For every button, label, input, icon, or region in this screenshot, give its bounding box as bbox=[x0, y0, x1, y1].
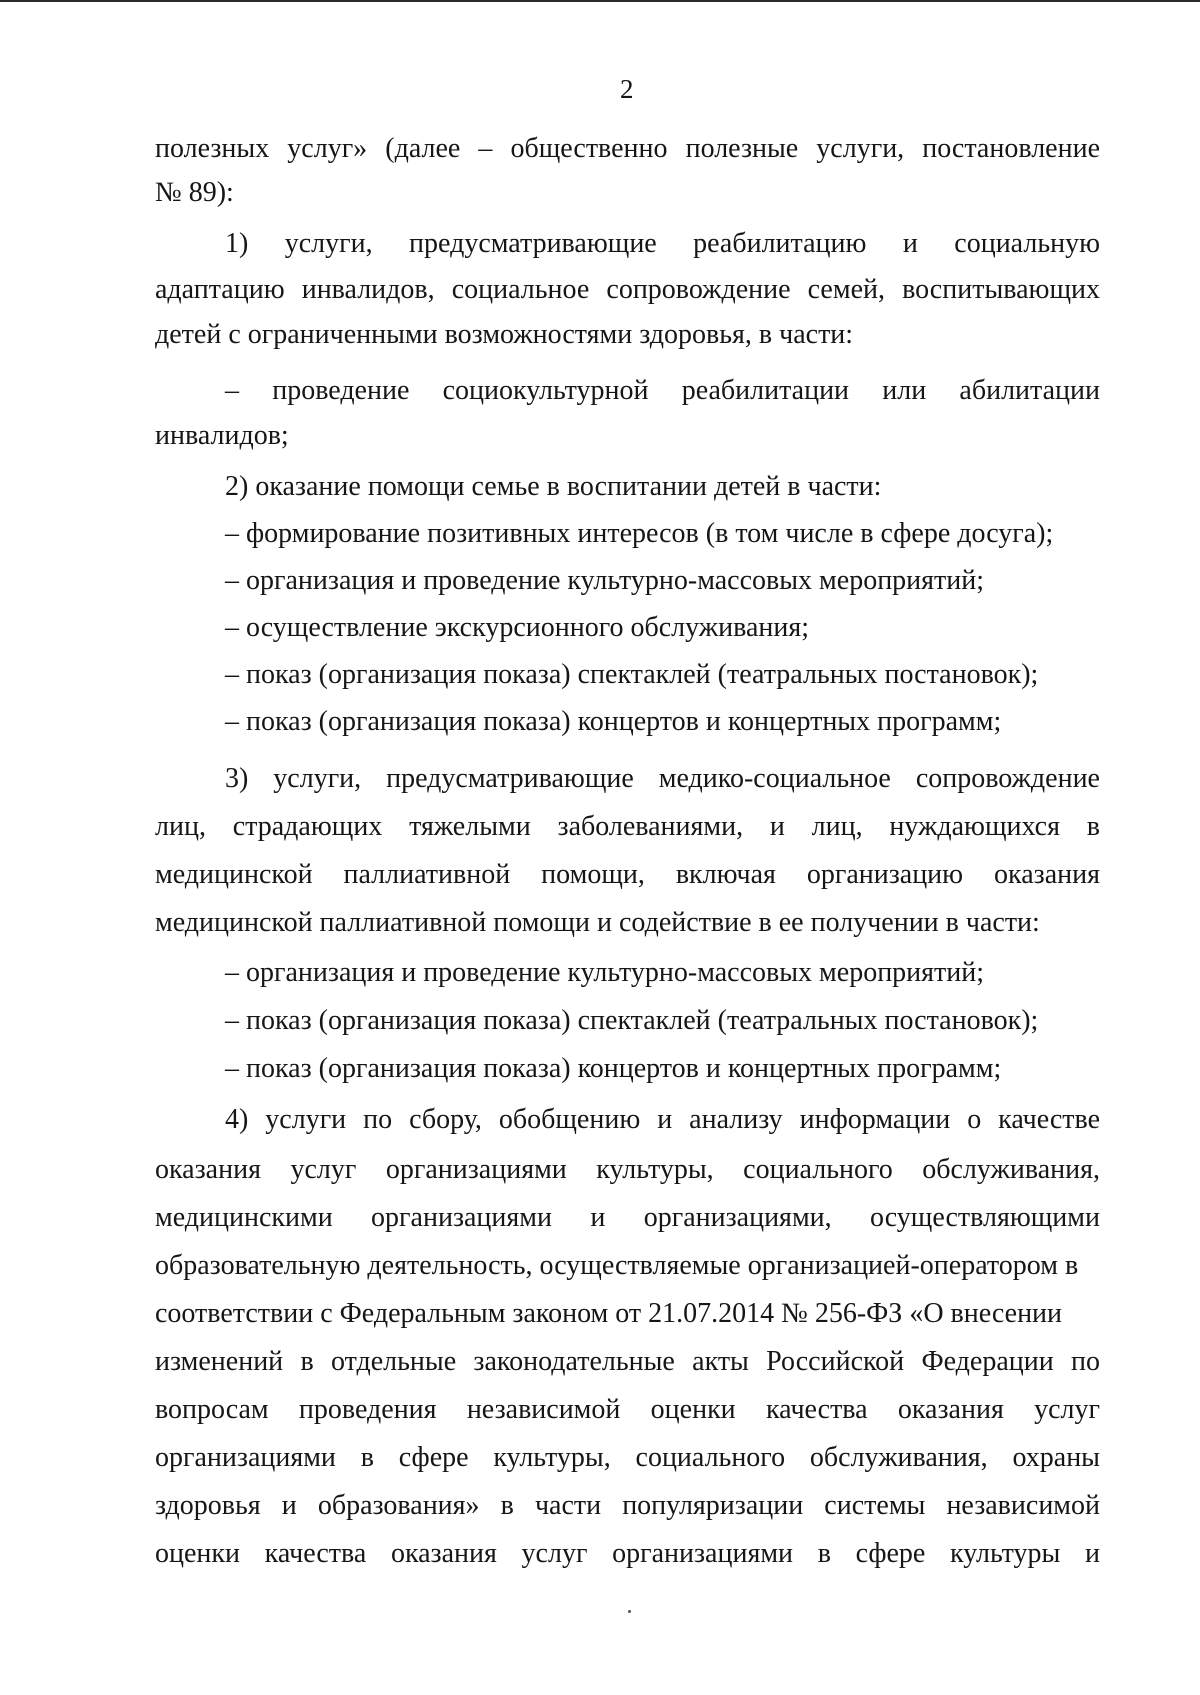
text-line: соответствии с Федеральным законом от 21.07.2014 № 256-ФЗ «О внесении bbox=[155, 1298, 1063, 1329]
text-line: здоровья и образования» в части популяризации системы независимой bbox=[155, 1490, 1100, 1521]
text-line: – показ (организация показа) концертов и концертных программ; bbox=[225, 706, 1002, 737]
text-line: 1) услуги, предусматривающие реабилитацию и социальную bbox=[225, 228, 1100, 259]
text-line: – проведение социокультурной реабилитации или абилитации bbox=[225, 375, 1100, 406]
text-line: – показ (организация показа) спектаклей (театральных постановок); bbox=[225, 659, 1039, 690]
text-line: – показ (организация показа) концертов и концертных программ; bbox=[225, 1053, 1002, 1084]
text-line: медицинскими организациями и организациями, осуществляющими bbox=[155, 1202, 1100, 1233]
text-line: 2) оказание помощи семье в воспитании детей в части: bbox=[225, 471, 882, 502]
text-line: оказания услуг организациями культуры, социального обслуживания, bbox=[155, 1154, 1100, 1185]
scan-speck bbox=[628, 1610, 631, 1613]
text-line: – показ (организация показа) спектаклей (театральных постановок); bbox=[225, 1005, 1039, 1036]
text-line: медицинской паллиативной помощи и содействие в ее получении в части: bbox=[155, 907, 1040, 938]
text-line: инвалидов; bbox=[155, 420, 289, 451]
text-line: адаптацию инвалидов, социальное сопровождение семей, воспитывающих bbox=[155, 274, 1100, 305]
text-line: лиц, страдающих тяжелыми заболеваниями, и лиц, нуждающихся в bbox=[155, 811, 1100, 842]
text-line: – организация и проведение культурно-массовых мероприятий; bbox=[225, 565, 985, 596]
text-line: – организация и проведение культурно-массовых мероприятий; bbox=[225, 957, 985, 988]
text-line: оценки качества оказания услуг организациями в сфере культуры и bbox=[155, 1538, 1100, 1569]
text-line: детей с ограниченными возможностями здоровья, в части: bbox=[155, 319, 854, 350]
text-line: полезных услуг» (далее – общественно полезные услуги, постановление bbox=[155, 133, 1100, 164]
text-line: вопросам проведения независимой оценки качества оказания услуг bbox=[155, 1394, 1100, 1425]
text-line: образовательную деятельность, осуществляемые организацией-оператором в bbox=[155, 1250, 1079, 1281]
text-line: организациями в сфере культуры, социального обслуживания, охраны bbox=[155, 1442, 1100, 1473]
text-line: медицинской паллиативной помощи, включая организацию оказания bbox=[155, 859, 1100, 890]
text-line: – осуществление экскурсионного обслуживания; bbox=[225, 612, 809, 643]
text-line: 3) услуги, предусматривающие медико-социальное сопровождение bbox=[225, 763, 1100, 794]
text-line: изменений в отдельные законодательные акты Российской Федерации по bbox=[155, 1346, 1100, 1377]
page-number: 2 bbox=[620, 74, 634, 104]
page-top-border bbox=[0, 0, 1200, 2]
text-line: – формирование позитивных интересов (в том числе в сфере досуга); bbox=[225, 518, 1054, 549]
text-line: № 89): bbox=[155, 177, 234, 208]
text-line: 4) услуги по сбору, обобщению и анализу информации о качестве bbox=[225, 1104, 1100, 1135]
